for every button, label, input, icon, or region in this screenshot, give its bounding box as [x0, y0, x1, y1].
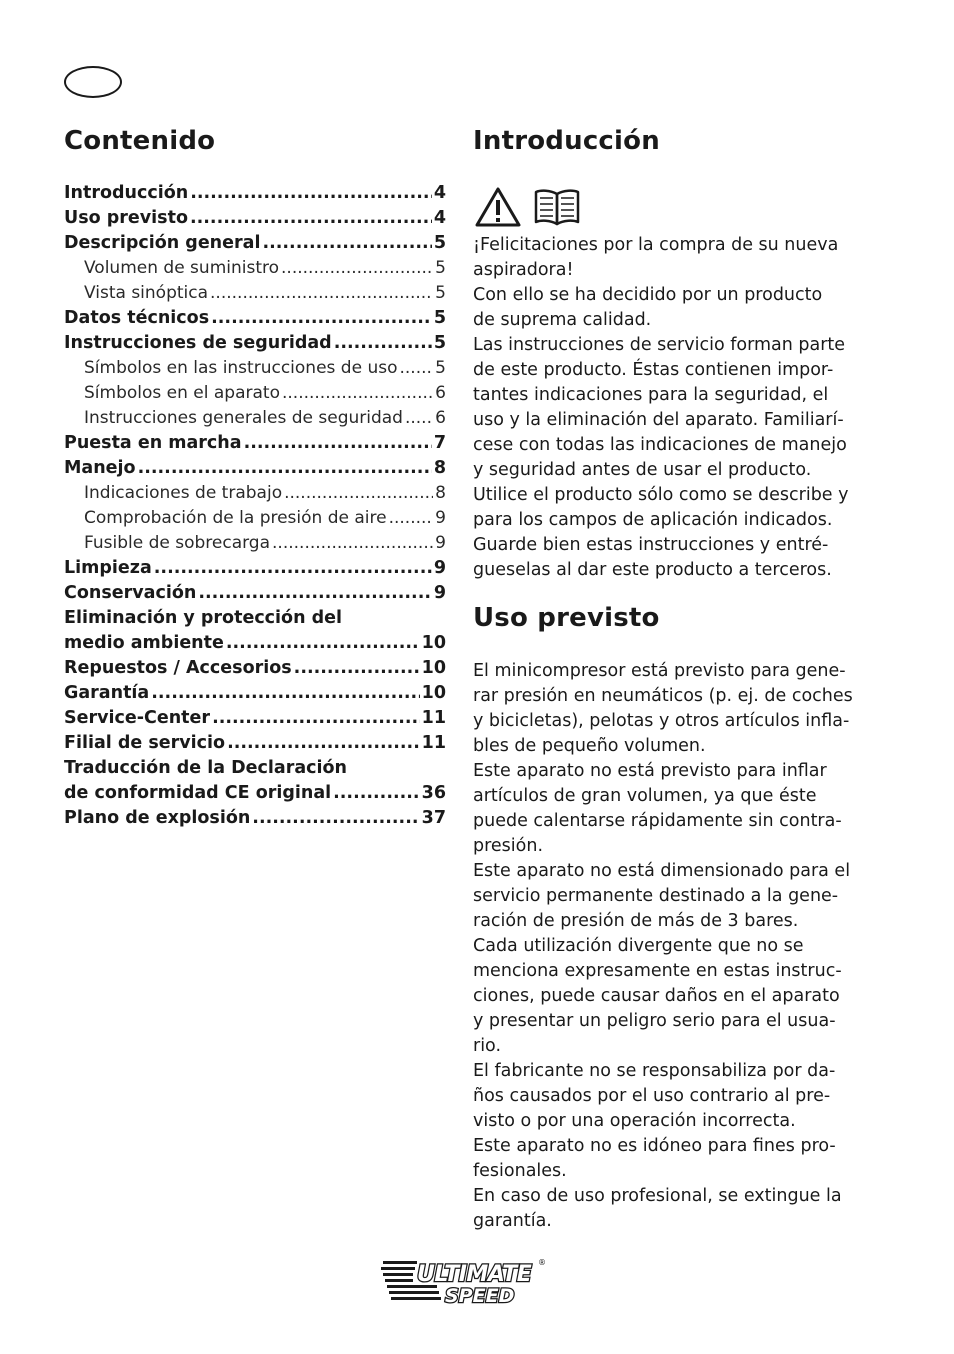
text-line: de suprema calidad.	[473, 310, 652, 330]
toc-entry	[64, 208, 446, 233]
toc-leader-dots	[272, 533, 433, 553]
text-line: El fabricante no se responsabiliza por da-	[473, 1061, 836, 1081]
toc-entry	[64, 258, 446, 283]
text-line: presión.	[473, 836, 544, 856]
toc-leader-dots	[389, 508, 434, 528]
toc-entry-label: Eliminación y protección del	[64, 608, 343, 628]
text-line: y presentar un peligro serio para el usua-	[473, 1011, 836, 1031]
toc-entry	[64, 483, 446, 508]
toc-leader-dots	[405, 408, 433, 428]
toc-entry-label: Instrucciones de seguridad	[64, 333, 332, 353]
text-line: visto o por una operación incorrecta.	[473, 1111, 796, 1131]
toc-leader-dots	[334, 333, 432, 353]
toc-entry	[64, 808, 446, 833]
toc-entry	[64, 408, 446, 433]
toc-entry-label: Vista sinóptica	[84, 283, 209, 303]
logo-text-top: ULTIMATE	[417, 1262, 532, 1287]
toc-leader-dots	[210, 283, 433, 303]
toc-entry-label: Repuestos / Accesorios	[64, 658, 292, 678]
toc-entry-page: 6	[435, 383, 446, 403]
toc-entry	[64, 533, 446, 558]
text-line: para los campos de aplicación indicados.	[473, 510, 833, 530]
toc-leader-dots	[262, 233, 431, 253]
toc-entry	[64, 733, 446, 758]
toc-entry-label: Símbolos en las instrucciones de uso	[84, 358, 398, 378]
toc-entry	[64, 633, 446, 658]
text-line: ciones, puede causar daños en el aparato	[473, 986, 840, 1006]
toc-entry	[64, 783, 446, 808]
toc-entry-page: 5	[435, 358, 446, 378]
toc-entry-page: 4	[433, 183, 446, 203]
text-line: Las instrucciones de servicio forman parte	[473, 335, 846, 355]
toc-entry	[64, 583, 446, 608]
toc-entry-page: 10	[421, 658, 446, 678]
toc-leader-dots	[294, 658, 420, 678]
text-line: artículos de gran volumen, ya que éste	[473, 786, 817, 806]
text-line: de este producto. Éstas contienen impor-	[473, 360, 834, 380]
toc-entry-page: 4	[433, 208, 446, 228]
table-of-contents	[64, 183, 446, 833]
toc-leader-dots	[284, 483, 433, 503]
toc-leader-dots	[211, 308, 432, 328]
toc-entry-page: 11	[421, 708, 446, 728]
toc-entry-label: Plano de explosión	[64, 808, 251, 828]
toc-entry-page: 5	[433, 308, 446, 328]
toc-entry-label: Símbolos en el aparato	[84, 383, 280, 403]
toc-entry-page: 9	[435, 533, 446, 553]
text-line: ración de presión de más de 3 bares.	[473, 911, 799, 931]
text-line: Cada utilización divergente que no se	[473, 936, 804, 956]
toc-entry	[64, 758, 446, 783]
toc-entry-page: 5	[433, 233, 446, 253]
toc-entry-label: Instrucciones generales de seguridad	[84, 408, 403, 428]
toc-entry-page: 11	[421, 733, 446, 753]
toc-leader-dots	[281, 258, 433, 278]
toc-entry	[64, 458, 446, 483]
toc-entry-label: de conformidad CE original	[64, 783, 332, 803]
toc-entry	[64, 183, 446, 208]
warning-triangle-icon	[474, 186, 522, 228]
toc-entry	[64, 558, 446, 583]
toc-leader-dots	[151, 683, 419, 703]
toc-entry-page: 5	[435, 283, 446, 303]
text-line: puede calentarse rápidamente sin contra-	[473, 811, 842, 831]
toc-entry-label: Manejo	[64, 458, 136, 478]
manual-book-icon	[532, 186, 582, 228]
toc-entry-page: 9	[433, 558, 446, 578]
toc-entry-page: 8	[435, 483, 446, 503]
toc-leader-dots	[226, 633, 420, 653]
logo-registered: ®	[538, 1258, 546, 1267]
toc-entry-label: Traducción de la Declaración	[64, 758, 348, 778]
toc-leader-dots	[212, 708, 420, 728]
text-line: rio.	[473, 1036, 502, 1056]
toc-entry-page: 5	[433, 333, 446, 353]
text-line: Con ello se ha decidido por un producto	[473, 285, 823, 305]
toc-entry	[64, 383, 446, 408]
text-line: y bicicletas), pelotas y otros artículos infla-	[473, 711, 850, 731]
toc-entry-page: 6	[435, 408, 446, 428]
toc-entry	[64, 608, 446, 633]
uso-body	[473, 659, 865, 1234]
text-line: Utilice el producto sólo como se describe y	[473, 485, 849, 505]
intro-title: Introducción	[473, 126, 660, 156]
toc-entry-page: 9	[435, 508, 446, 528]
toc-entry-label: Volumen de suministro	[84, 258, 280, 278]
text-line: Este aparato no está previsto para inflar	[473, 761, 827, 781]
text-line: cese con todas las indicaciones de manejo	[473, 435, 847, 455]
text-line: servicio permanente destinado a la gene-	[473, 886, 839, 906]
text-line: bles de pequeño volumen.	[473, 736, 706, 756]
toc-leader-dots	[282, 383, 433, 403]
text-line: Este aparato no está dimensionado para el	[473, 861, 851, 881]
toc-leader-dots	[227, 733, 420, 753]
toc-entry	[64, 233, 446, 258]
toc-entry-label: Garantía	[64, 683, 150, 703]
toc-entry-label: Uso previsto	[64, 208, 188, 228]
text-line: rar presión en neumáticos (p. ej. de coches	[473, 686, 853, 706]
toc-entry	[64, 433, 446, 458]
toc-entry-page: 8	[433, 458, 446, 478]
toc-entry-label: Service-Center	[64, 708, 211, 728]
toc-entry-page: 7	[433, 433, 446, 453]
text-line: ños causados por el uso contrario al pre-	[473, 1086, 831, 1106]
ultimate-speed-logo	[381, 1255, 549, 1311]
toc-entry	[64, 508, 446, 533]
toc-entry-label: Comprobación de la presión de aire	[84, 508, 387, 528]
toc-entry-page: 5	[435, 258, 446, 278]
language-badge	[64, 66, 122, 98]
text-line: garantía.	[473, 1211, 552, 1231]
toc-title: Contenido	[64, 126, 216, 156]
toc-entry-page: 37	[421, 808, 446, 828]
intro-icons	[474, 186, 582, 228]
toc-leader-dots	[244, 433, 432, 453]
toc-entry	[64, 308, 446, 333]
toc-entry	[64, 333, 446, 358]
toc-leader-dots	[198, 583, 432, 603]
toc-entry	[64, 658, 446, 683]
text-line: ¡Felicitaciones por la compra de su nueva	[473, 235, 839, 255]
text-line: fesionales.	[473, 1161, 567, 1181]
toc-entry-label: Fusible de sobrecarga	[84, 533, 271, 553]
toc-entry-label: Descripción general	[64, 233, 261, 253]
toc-entry-label: medio ambiente	[64, 633, 224, 653]
toc-entry	[64, 708, 446, 733]
text-line: menciona expresamente en estas instruc-	[473, 961, 842, 981]
text-line: Este aparato no es idóneo para fines pro-	[473, 1136, 836, 1156]
toc-entry-label: Limpieza	[64, 558, 152, 578]
text-line: Guarde bien estas instrucciones y entré-	[473, 535, 829, 555]
toc-entry	[64, 283, 446, 308]
logo-text-bottom: SPEED	[445, 1285, 515, 1307]
intro-body	[473, 233, 865, 583]
uso-title: Uso previsto	[473, 603, 660, 633]
toc-entry-label: Datos técnicos	[64, 308, 210, 328]
text-line: tantes indicaciones para la seguridad, el	[473, 385, 829, 405]
text-line: aspiradora!	[473, 260, 574, 280]
text-line: El minicompresor está previsto para gene-	[473, 661, 846, 681]
toc-entry-page: 10	[421, 683, 446, 703]
toc-entry-label: Introducción	[64, 183, 189, 203]
toc-entry	[64, 683, 446, 708]
toc-leader-dots	[154, 558, 432, 578]
toc-entry-page: 10	[421, 633, 446, 653]
toc-leader-dots	[190, 183, 432, 203]
toc-entry-label: Indicaciones de trabajo	[84, 483, 283, 503]
toc-entry-label: Filial de servicio	[64, 733, 226, 753]
toc-entry-page: 9	[433, 583, 446, 603]
toc-entry-page: 36	[421, 783, 446, 803]
toc-entry	[64, 358, 446, 383]
text-line: gueselas al dar este producto a terceros.	[473, 560, 832, 580]
text-line: En caso de uso profesional, se extingue la	[473, 1186, 842, 1206]
toc-leader-dots	[138, 458, 432, 478]
toc-leader-dots	[252, 808, 419, 828]
text-line: y seguridad antes de usar el producto.	[473, 460, 812, 480]
toc-entry-label: Puesta en marcha	[64, 433, 242, 453]
toc-leader-dots	[333, 783, 420, 803]
toc-leader-dots	[190, 208, 432, 228]
toc-leader-dots	[399, 358, 433, 378]
text-line: uso y la eliminación del aparato. Familiarí-	[473, 410, 844, 430]
toc-entry-label: Conservación	[64, 583, 197, 603]
